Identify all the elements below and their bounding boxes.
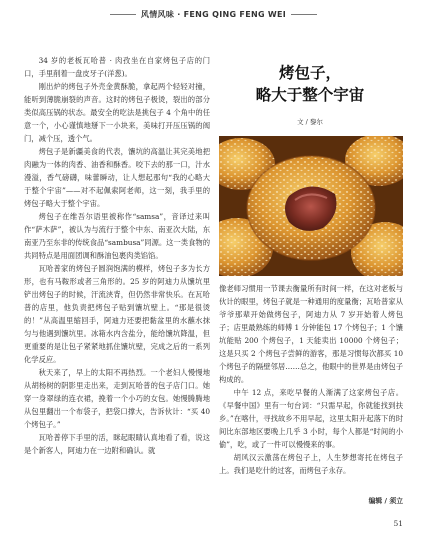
- editor-credit: 编辑 / 须立: [368, 497, 403, 505]
- header-rule-left: [110, 14, 136, 15]
- article-title: [222, 62, 398, 106]
- paragraph: 胡风汉云激荡在烤包子上，人生梦想寄托在烤包子上。我们是吃什的过客，而烤包子永存。: [219, 453, 403, 475]
- title-line-1: 烤包子，: [278, 63, 341, 82]
- header-rule-right: [291, 14, 317, 15]
- left-column: [24, 54, 210, 457]
- paragraph: 烤包子是新疆美食的代表，馕坑的高温让其完美地把肉融为一体的肉香、油香和酥香。咬下去的那一口，汁水漫溢，香气磅礴，味蕾瞬动，让人想起那句“我的心略大于整个宇宙”——对不起佩索阿老师，这一刻，我手里的烤包子略大于整个宇宙。: [24, 147, 210, 208]
- paragraph: 瓦哈普停下手里的活，眯起眼睛认真地看了看，说这是个新客人，阿迪力在一边附和确认。就: [24, 433, 210, 455]
- section-header: [0, 6, 427, 22]
- right-column: [219, 282, 403, 477]
- paragraph: 瓦哈普家的烤包子圆润饱满的模样，烤包子多为长方形，也有马鞍形或者三角形的。25 岁的阿迪力从馕坑里铲出烤包子的时候，汗流浃背，但仍然非常快乐。在瓦哈普的店里，他负责把烤包子贴到馕坑壁上。“那是很烫的！”从高温里缩回手，阿迪力还要把黏盆里的水蘸水抹匀与他遇到馕坑里。冰箱水内含盐分，能给馕坑降温，但更重要的是让包子紧紧地抓住馕坑壁，完成之后的一系列化学反应。: [24, 264, 210, 364]
- samsa-photo: [219, 136, 403, 276]
- section-title: 风情风味 · FENG QING FENG WEI: [140, 9, 287, 19]
- page-number: 51: [393, 519, 403, 528]
- paragraph: 34 岁的老板瓦哈普 · 肉孜坐在自家烤包子店的门口，手里削着一盘皮牙子(洋葱)。: [24, 56, 210, 78]
- title-line-2: 略大于整个宇宙: [255, 85, 365, 104]
- paragraph: 中午 12 点，来吃早餐的人渐满了这家烤包子店。《早餐中国》里有一句台词：“只需早起，你就能找到扶乡。”在喀什，寻找故乡不用早起，这里太阳升起落下的时间比东部地区要晚上几乎 3 小时，每个人都是“时间的小偷”，吃，或了一件可以慢慢来的事。: [219, 388, 403, 449]
- samsa-illustration: [219, 136, 403, 276]
- paragraph: 烤包子在维吾尔语里被称作“samsa”，音译过来叫作“萨木萨”，被认为与流行于整个中东、南亚次大陆，东南亚乃至东非的传统食品“sambusa”同源。这一类食物的共同特点是用面团调和酥油包裹肉类馅馅。: [24, 212, 210, 260]
- byline: 文 / 黎尔: [297, 118, 323, 126]
- paragraph: 像老师习惯用一节课去衡量所有时间一样，在这对老板与伙计的眼里，烤包子就是一种通用的度量衡；瓦哈普家从爷爷那辈开始做烤包子，阿迪力从 7 岁开始着人烤包子；店里最熟练的师傅 1 分钟能包 17 个烤包子；1 个馕坑能贴 200 个烤包子，1 天能卖出 10000 个烤包子；这是只买 2 个烤包子尝鲜的游客，那是习惯每次都买 10 个烤包子的隔壁邻居……总之，他眼中的世界是由烤包子构成的。: [219, 284, 403, 384]
- paragraph: 刚出炉的烤包子外壳金黄酥脆，拿起两个轻轻对撞，能听到薄脆崩裂的声音。这时的烤包子极烫，裂出的部分类似高压锅的状态。最安全的吃法是挑包子 4 个角中的任意一个，小心谨慎地掰下一小块来，美味打开压压锅的阀门，减个压，透个气。: [24, 82, 210, 143]
- paragraph: 秋天来了，早上的太阳不再热烈。一个老妇人慢慢地从胡杨树的阴影里走出来，走到瓦哈普的包子店门口。她穿一身翠绿的连衣裙，挽着一个小巧的女包。她慢腾腾地从包里翻出一个布袋子，把袋口撑大，告诉伙计：“买 40 个烤包子。”: [24, 368, 210, 429]
